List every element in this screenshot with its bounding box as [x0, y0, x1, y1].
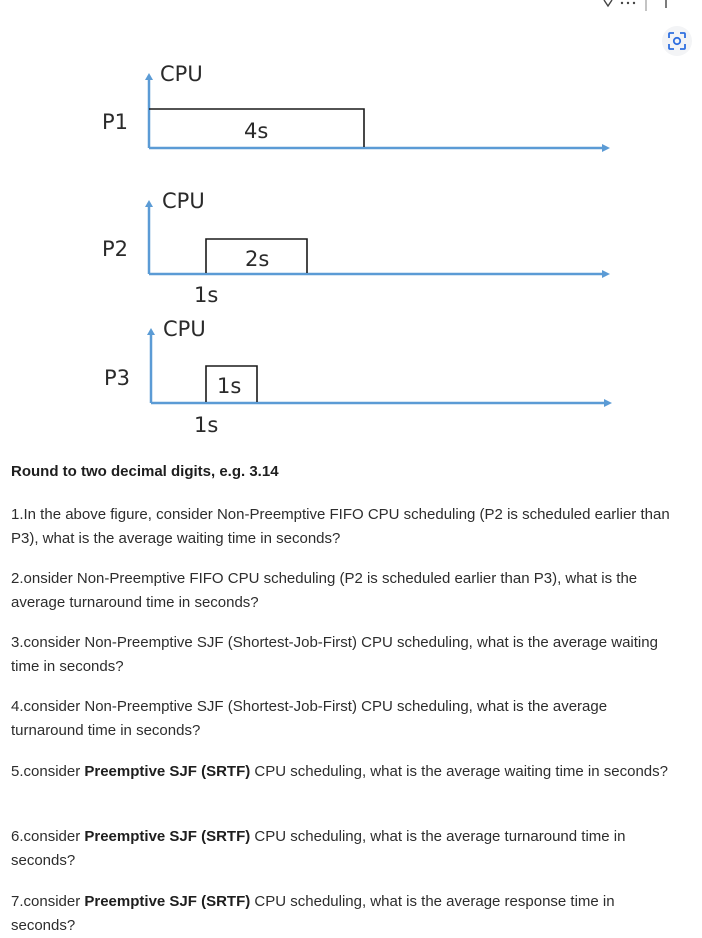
time-axis-arrow-p2 — [602, 270, 610, 278]
row-p1 — [102, 62, 610, 152]
row-p3 — [104, 317, 612, 437]
toolbar-partial-icons — [600, 0, 680, 14]
question-3: 3.consider Non-Preemptive SJF (Shortest-Job-First) CPU scheduling, what is the average waiting time in seconds? — [11, 634, 658, 675]
time-axis-arrow-p1 — [602, 144, 610, 152]
burst-label-p2: 2s — [245, 247, 270, 271]
dots-icon — [621, 2, 623, 4]
arrival-label-p2: 1s — [194, 283, 219, 307]
axis-label-p3: CPU — [163, 317, 206, 341]
axis-label-p2: CPU — [162, 189, 205, 213]
question-6: 6.consider Preemptive SJF (SRTF) CPU scheduling, what is the average turnaround time in seconds? — [11, 828, 626, 869]
arrival-label-p3: 1s — [194, 413, 219, 437]
process-label-p3: P3 — [104, 366, 131, 390]
y-axis-arrow-p1 — [145, 73, 153, 80]
axis-label-p1: CPU — [160, 62, 203, 86]
process-label-p1: P1 — [102, 110, 129, 134]
question-5: 5.consider Preemptive SJF (SRTF) CPU scheduling, what is the average waiting time in seconds? — [11, 763, 668, 780]
time-axis-arrow-p3 — [604, 399, 612, 407]
chevron-icon — [604, 0, 612, 6]
burst-label-p1: 4s — [244, 119, 269, 143]
question-2: 2.onsider Non-Preemptive FIFO CPU scheduling (P2 is scheduled earlier than P3), what is the average turnaround time in seconds? — [11, 570, 638, 611]
scan-button[interactable] — [662, 26, 692, 56]
process-label-p2: P2 — [102, 237, 129, 261]
scheduling-diagram — [0, 0, 702, 450]
question-7: 7.consider Preemptive SJF (SRTF) CPU scheduling, what is the average response time in seconds? — [11, 893, 615, 934]
question-4: 4.consider Non-Preemptive SJF (Shortest-Job-First) CPU scheduling, what is the average turnaround time in seconds? — [11, 698, 608, 739]
question-1: 1.In the above figure, consider Non-Preemptive FIFO CPU scheduling (P2 is scheduled earlier than P3), what is the average waiting time in seconds? — [11, 506, 670, 547]
row-p2 — [102, 189, 610, 307]
scan-icon — [667, 31, 687, 51]
y-axis-arrow-p3 — [147, 328, 155, 335]
instructions-heading: Round to two decimal digits, e.g. 3.14 — [11, 463, 279, 480]
y-axis-arrow-p2 — [145, 200, 153, 207]
burst-label-p3: 1s — [217, 374, 242, 398]
